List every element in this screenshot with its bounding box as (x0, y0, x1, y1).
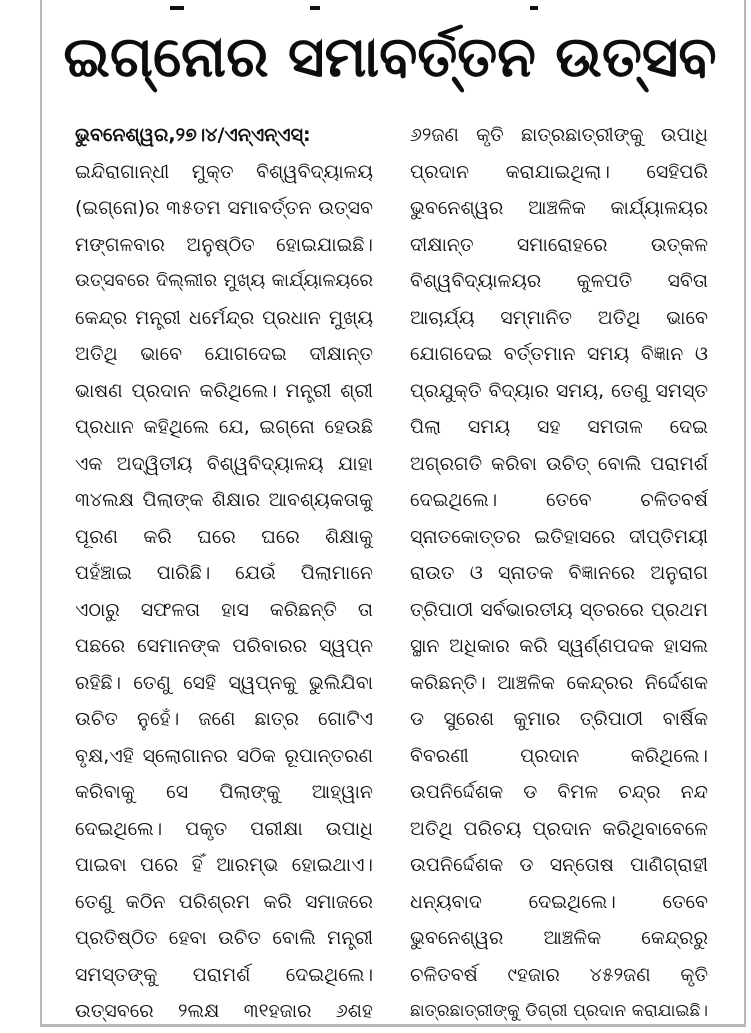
text-line: ରାଉତ ଓ ସ୍ନାତକ ବିଜ୍ଞାନରେ ଅନୁରାଗ (410, 562, 708, 584)
text-line: ଛାତ୍ରଛାତ୍ରୀଙ୍କୁ ଡିଗ୍ରୀ ପ୍ରଦାନ କରାଯାଇଛି। (410, 1001, 708, 1021)
text-line: ଡ ସୁରେଶ କୁମାର ତ୍ରିପାଠୀ ବାର୍ଷିକ (410, 708, 708, 730)
text-line: କେନ୍ଦ୍ର ମନ୍ତ୍ରୀ ଧର୍ମେନ୍ଦ୍ର ପ୍ରଧାନ ମୁଖ୍ୟ (75, 306, 373, 329)
text-line: ପିଲା ସମୟ ସହ ସମତାଳ ଦେଇ (410, 416, 708, 438)
text-line: ପହଁଞ୍ଚାଇ ପାରିଛି। ଯେଉଁ ପିଲାମାନେ (75, 562, 373, 584)
text-line: ଦୀକ୍ଷାନ୍ତ ସମାରୋହରେ ଉତ୍କଳ (410, 233, 708, 256)
text-line: ତେଣୁ କଠିନ ପରିଶ୍ରମ କରି ସମାଜରେ (75, 890, 373, 913)
text-line: ଏଠାରୁ ସଫଳତା ହାସ କରିଛନ୍ତି ତା (75, 598, 373, 621)
text-line: ଅଗ୍ରଗତି କରିବା ଉଚିତ୍ ବୋଲି ପରାମର୍ଶ (410, 452, 708, 475)
article-column-right (410, 117, 708, 1030)
text-line: ଧନ୍ୟବାଦ ଦେଇଥିଲେ। ତେବେ (410, 890, 708, 913)
text-line: ଉତ୍ସବରେ ୨ଲକ୍ଷ ୩୧ହଜାର ୬ଶହ (75, 1000, 373, 1022)
text-line: ବିଶ୍ୱବିଦ୍ୟାଳୟର କୁଳପତି ସବିତା (410, 270, 708, 292)
text-line: ପ୍ରଦାନ କରାଯାଇଥିଲା। ସେହିପରି (410, 160, 708, 183)
text-line: ପଛରେ ସେମାନଙ୍କ ପରିବାରର ସ୍ୱପ୍ନ (75, 635, 373, 657)
text-line: ଭୁବନେଶ୍ୱର ଆଞ୍ଚଳିକ କେନ୍ଦ୍ରରୁ (410, 927, 708, 949)
text-line: ୬୨ଜଣ କୃତି ଛାତ୍ରଛାତ୍ରୀଙ୍କୁ ଉପାଧି (410, 124, 708, 146)
text-line: ଦେଇଥିଲେ। ପକୃତ ପରୀକ୍ଷା ଉପାଧି (75, 817, 373, 840)
text-line: ଅତିଥି ପରିଚୟ ପ୍ରଦାନ କରିଥିବାବେଳେ (410, 817, 708, 840)
text-line: ପୂରଣ କରି ଘରେ ଘରେ ଶିକ୍ଷାକୁ (75, 525, 373, 548)
text-line: ଦେଇଥିଲେ। ତେବେ ଚଳିତବର୍ଷ (410, 489, 708, 511)
dateline: ଭୁବନେଶ୍ୱର,୨୭।୪/ଏନ୍‌ଏନ୍‌ଏସ୍: (75, 124, 311, 146)
text-line: ସ୍ନାତକୋତ୍ତର ଇତିହାସରେ ଦୀପ୍ତିମୟୀ (410, 525, 708, 548)
text-line: ଉଚିତ ନୁହେଁ। ଜଣେ ଛାତ୍ର ଗୋଟିଏ (75, 708, 373, 730)
text-line: ଉତ୍ସବରେ ଦିଲ୍ଲୀର ମୁଖ୍ୟ କାର୍ଯ୍ୟାଳୟରେ (75, 270, 373, 291)
text-line: ପ୍ରଯୁକ୍ତି ବିଦ୍ୟାର ସମୟ, ତେଣୁ ସମସ୍ତ (410, 379, 708, 402)
text-line: ଅତିଥି ଭାବେ ଯୋଗଦେଇ ଦୀକ୍ଷାନ୍ତ (75, 343, 373, 365)
text-line: ୩୪ଲକ୍ଷ ପିଲାଙ୍କ ଶିକ୍ଷାର ଆବଶ୍ୟକତାକୁ (75, 489, 373, 511)
text-line: ବିବରଣୀ ପ୍ରଦାନ କରିଥିଲେ। (410, 744, 708, 767)
text-line: ବୃକ୍ଷ,ଏହି ସ୍ଲୋଗାନର ସଠିକ ରୂପାନ୍ତରଣ (75, 744, 373, 767)
text-line: ସ୍ଥାନ ଅଧିକାର କରି ସ୍ୱର୍ଣ୍ଣପଦକ ହାସଲ (410, 635, 708, 657)
text-line: ଯୋଗଦେଇ ବର୍ତ୍ତମାନ ସମୟ ବିଜ୍ଞାନ ଓ (410, 343, 708, 365)
text-line: ଉପନିର୍ଦ୍ଦେଶକ ଡ ସନ୍ତୋଷ ପାଣିଗ୍ରାହୀ (410, 854, 708, 876)
article-headline: ଇଗ୍ନୋର ସମାବର୍ତ୍ତନ ଉତ୍ସବ (63, 25, 717, 90)
text-line: ଆଚାର୍ଯ୍ୟ ସମ୍ମାନିତ ଅତିଥି ଭାବେ (410, 306, 708, 329)
text-line: ଇନ୍ଦିରାଗାନ୍ଧୀ ମୁକ୍ତ ବିଶ୍ୱବିଦ୍ୟାଳୟ (75, 160, 373, 183)
text-line: ସମସ୍ତଙ୍କୁ ପରାମର୍ଶ ଦେଇଥିଲେ। (75, 963, 373, 986)
text-line: ଉପନିର୍ଦ୍ଦେଶକ ଡ ବିମଳ ଚନ୍ଦ୍ର ନନ୍ଦ (410, 781, 708, 803)
text-line: ପାଇବା ପରେ ହିଁ ଆରମ୍ଭ ହୋଇଥାଏ। (75, 854, 373, 876)
text-line: ତ୍ରିପାଠୀ ସର୍ବଭାରତୀୟ ସ୍ତରରେ ପ୍ରଥମ (410, 598, 708, 621)
article-column-left (75, 117, 373, 1030)
text-line: କରିବାକୁ ସେ ପିଲାଙ୍କୁ ଆହ୍ୱାନ (75, 781, 373, 803)
text-line: (ଇଗ୍ନୋ)ର ୩୫ତମ ସମାବର୍ତ୍ତନ ଉତ୍ସବ (75, 197, 373, 219)
text-line: ଭୁବନେଶ୍ୱର ଆଞ୍ଚଳିକ କାର୍ଯ୍ୟାଳୟର (410, 197, 708, 219)
text-line: ରହିଛି। ତେଣୁ ସେହି ସ୍ୱପ୍ନକୁ ଭୁଲିଯିବା (75, 671, 373, 694)
cropped-previous-article-edge (60, 0, 620, 10)
text-line: ଭାଷଣ ପ୍ରଦାନ କରିଥିଲେ। ମନ୍ତ୍ରୀ ଶ୍ରୀ (75, 379, 373, 402)
text-line: ଏକ ଅଦ୍ୱିତୀୟ ବିଶ୍ୱବିଦ୍ୟାଳୟ ଯାହା (75, 452, 373, 475)
text-line: ପ୍ରଧାନ କହିଥିଲେ ଯେ, ଇଗ୍ନୋ ହେଉଛି (75, 416, 373, 438)
text-line: ପ୍ରତିଷ୍ଠିତ ହେବା ଉଚିତ ବୋଲି ମନ୍ତ୍ରୀ (75, 927, 373, 949)
text-line: କରିଛନ୍ତି। ଆଞ୍ଚଳିକ କେନ୍ଦ୍ରର ନିର୍ଦ୍ଦେଶକ (410, 671, 708, 694)
text-line: ଚଳିତବର୍ଷ ୯ହଜାର ୪୫୨ଜଣ କୃତି (410, 963, 708, 986)
text-line: ମଙ୍ଗଳବାର ଅନୁଷ୍ଠିତ ହୋଇଯାଇଛି। (75, 233, 373, 256)
